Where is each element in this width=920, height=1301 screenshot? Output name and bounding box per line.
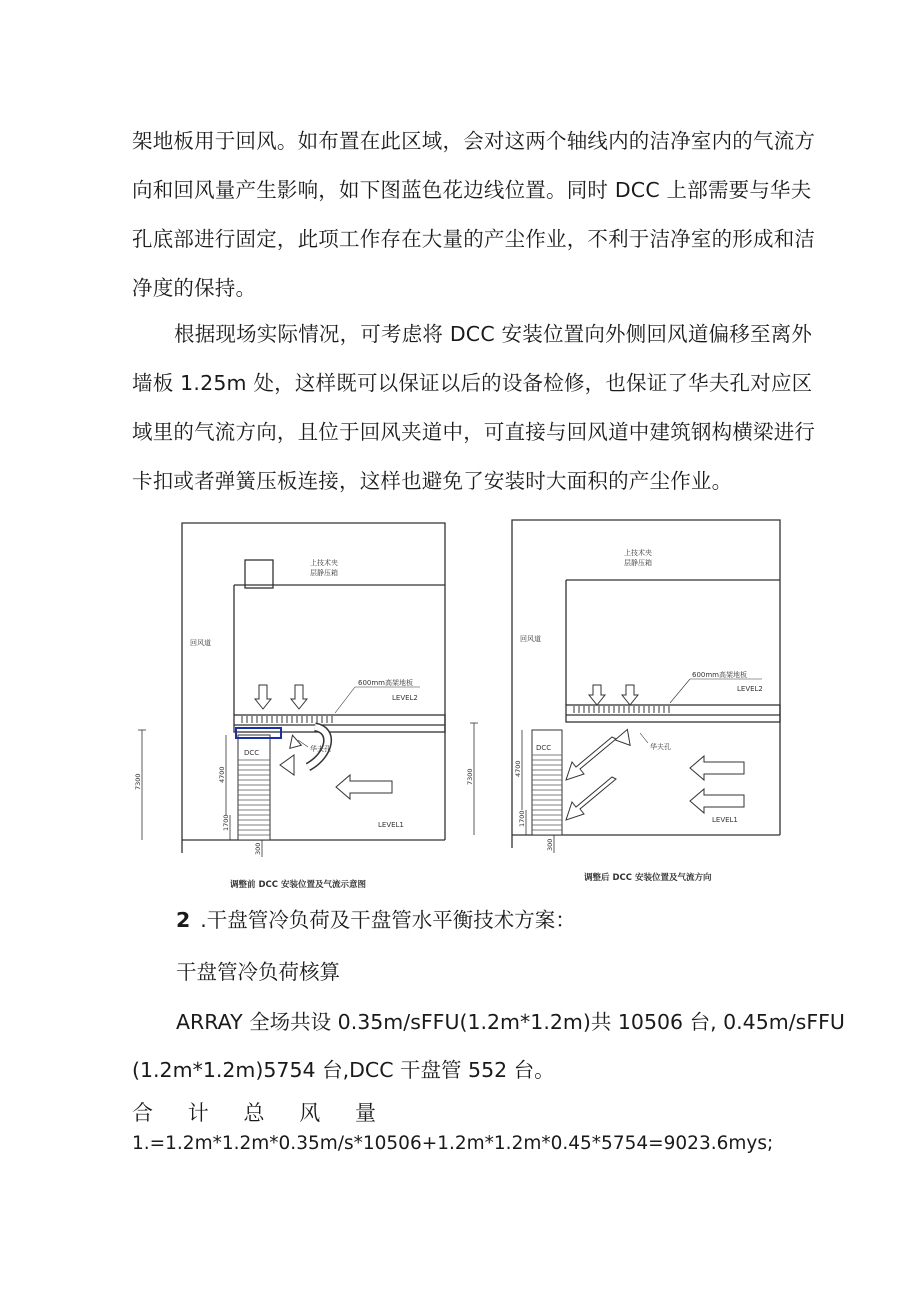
total-airflow-label — [132, 1097, 376, 1127]
return-duct-label: 回风道 — [520, 635, 541, 643]
text-line: 卡扣或者弹簧压板连接，这样也避免了安装时大面积的产尘作业。 — [132, 469, 733, 493]
dim-base: 300 — [546, 838, 554, 851]
char: 计 — [187, 1101, 209, 1125]
dim-base: 300 — [254, 842, 262, 855]
figure-before-adjustment — [130, 515, 460, 895]
level1-label: LEVEL1 — [712, 816, 738, 824]
raised-floor-label: 600mm高架地板 — [358, 679, 413, 687]
text-line: 孔底部进行固定，此项工作存在大量的产尘作业，不利于洁净室的形成和洁 — [132, 227, 816, 251]
paragraph-1 — [132, 117, 816, 313]
section-number: 2 — [176, 908, 191, 932]
dim-total: 7300 — [134, 773, 142, 790]
text-line: 墙板 1.25m 处，这样既可以保证以后的设备检修，也保证了华夫孔对应区 — [132, 371, 813, 395]
diagonal-arrow-icon — [566, 737, 616, 780]
text-line: 净度的保持。 — [132, 276, 257, 300]
level1-label: LEVEL1 — [378, 821, 404, 829]
section-heading — [176, 903, 576, 933]
subheading: 干盘管冷负荷核算 — [176, 960, 340, 984]
level2-label: LEVEL2 — [737, 685, 763, 693]
figure-caption: 调整后 DCC 安装位置及气流方向 — [584, 873, 712, 883]
char: 总 — [243, 1101, 265, 1125]
return-duct-label: 回风道 — [190, 639, 211, 647]
down-arrow-icon — [255, 685, 271, 709]
waffle-hole-label: 华夫孔 — [650, 743, 671, 751]
cleanroom-section-diagram-before — [130, 515, 460, 895]
paragraph-2 — [132, 310, 816, 506]
upper-plenum-label-2: 层静压箱 — [624, 559, 652, 567]
text-line: 架地板用于回风。如布置在此区域，会对这两个轴线内的洁净室内的气流方 — [132, 129, 816, 153]
figure-after-adjustment — [462, 515, 792, 895]
text-line: 根据现场实际情况，可考虑将 DCC 安装位置向外侧回风道偏移至离外 — [174, 322, 813, 346]
dim-mid: 4700 — [218, 766, 226, 783]
airflow-formula: 1.=1.2m*1.2m*0.35m∕s*10506+1.2m*1.2m*0.45*5754=9023.6mys; — [132, 1133, 774, 1154]
array-text-line-2: (1.2m*1.2m)5754 台,DCC 干盘管 552 台。 — [132, 1058, 555, 1082]
upper-plenum-label-2: 层静压箱 — [310, 569, 338, 577]
dim-mid: 4700 — [514, 760, 522, 777]
dcc-label: DCC — [244, 749, 260, 757]
diagonal-arrow-icon — [566, 777, 616, 820]
section-title: .干盘管冷负荷及干盘管水平衡技术方案： — [200, 908, 576, 932]
dim-low: 1700 — [222, 814, 230, 831]
array-text-line-1: ARRAY 全场共设 0.35m∕sFFU(1.2m*1.2m)共 10506 台, 0.45m∕sFFU — [176, 1010, 845, 1034]
waffle-hole-label: 华夫孔 — [310, 745, 331, 753]
down-arrow-icon — [291, 685, 307, 709]
text-line: 域里的气流方向，且位于回风夹道中，可直接与回风道中建筑钢构横梁进行 — [132, 420, 816, 444]
down-arrow-icon — [622, 685, 638, 705]
upper-plenum-label-1: 上技术夹 — [310, 559, 338, 567]
left-arrow-icon — [336, 775, 392, 799]
text-line: 向和回风量产生影响，如下图蓝色花边线位置。同时 DCC 上部需要与华夫 — [132, 178, 812, 202]
dim-total: 7300 — [466, 768, 474, 785]
raised-floor-label: 600mm高架地板 — [692, 671, 747, 679]
upper-plenum-label-1: 上技术夹 — [624, 549, 652, 557]
char: 合 — [132, 1101, 153, 1125]
left-arrow-icon — [690, 789, 744, 813]
level2-label: LEVEL2 — [392, 694, 418, 702]
figure-caption: 调整前 DCC 安装位置及气流示意图 — [230, 880, 366, 890]
dcc-label: DCC — [536, 744, 552, 752]
char: 风 — [299, 1101, 321, 1125]
cleanroom-section-diagram-after — [462, 515, 792, 895]
dim-low: 1700 — [518, 810, 526, 827]
char: 量 — [355, 1101, 376, 1125]
down-arrow-icon — [589, 685, 605, 705]
left-arrow-icon — [690, 756, 744, 780]
